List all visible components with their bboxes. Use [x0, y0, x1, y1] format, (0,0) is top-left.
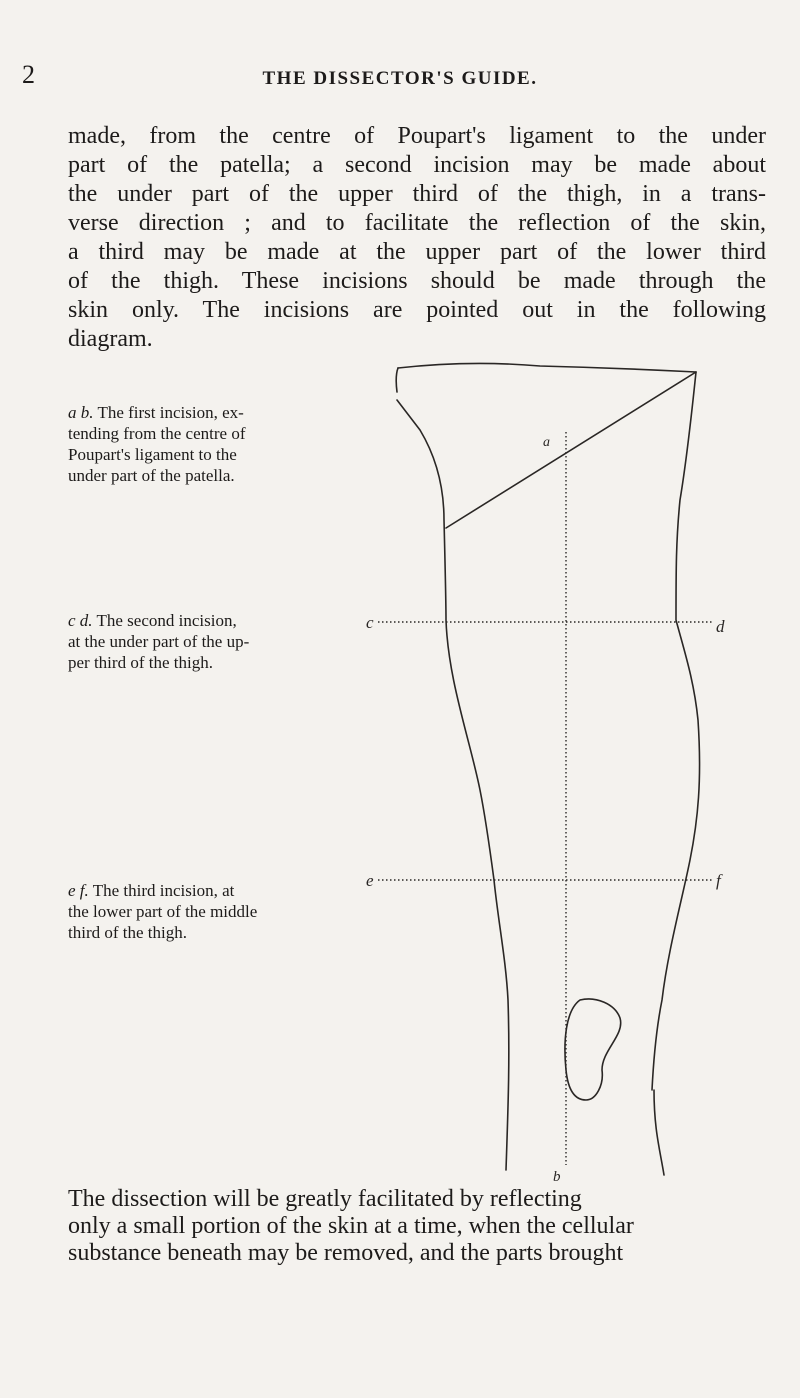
caption-text: Poupart's ligament to the	[68, 445, 237, 464]
text-line: skin only. The incisions are pointed out in the following	[68, 297, 766, 323]
caption-text: The second incision,	[92, 611, 237, 630]
thigh-lower-outline	[654, 1090, 664, 1175]
thigh-outer-outline	[652, 372, 700, 1090]
caption-text: third of the thigh.	[68, 923, 187, 942]
label-c: c	[366, 613, 374, 632]
label-a: a	[543, 435, 550, 450]
text-line: verse direction ; and to facilitate the reflection of the skin,	[68, 210, 766, 236]
text-line: diagram.	[68, 326, 153, 352]
label-f: f	[716, 871, 721, 890]
caption-text: The first incision, ex-	[93, 403, 244, 422]
caption-text: the lower part of the middle	[68, 902, 258, 921]
text-line: part of the patella; a second incision may be made about	[68, 152, 766, 178]
patella-outline	[565, 999, 621, 1100]
label-e: e	[366, 871, 374, 890]
label-b: b	[553, 1169, 561, 1185]
caption-text: at the under part of the up-	[68, 632, 250, 651]
caption-text: under part of the patella.	[68, 466, 235, 485]
label-d: d	[716, 617, 725, 636]
text-line: only a small portion of the skin at a time, when the cellular	[68, 1213, 634, 1239]
caption-text: per third of the thigh.	[68, 653, 213, 672]
text-line: The dissection will be greatly facilitated by reflecting	[68, 1186, 582, 1212]
text-line: made, from the centre of Poupart's ligament to the under	[68, 123, 766, 149]
caption-key: c d.	[68, 611, 93, 630]
text-line: substance beneath may be removed, and the parts brought	[68, 1240, 624, 1266]
groin-crease-line	[396, 368, 398, 392]
page-number: 2	[22, 60, 35, 89]
text-line: a third may be made at the upper part of the lower third	[68, 239, 766, 265]
caption-key: e f.	[68, 881, 89, 900]
thigh-top-curve	[398, 363, 696, 372]
anterior-line	[446, 372, 696, 528]
thigh-inner-outline	[397, 400, 509, 1170]
text-line: the under part of the upper third of the thigh, in a trans-	[68, 181, 766, 207]
caption-key: a b.	[68, 403, 94, 422]
caption-text: The third incision, at	[88, 881, 235, 900]
text-line: of the thigh. These incisions should be made through the	[68, 268, 766, 294]
caption-text: tending from the centre of	[68, 424, 246, 443]
running-head: THE DISSECTOR'S GUIDE.	[262, 68, 538, 89]
